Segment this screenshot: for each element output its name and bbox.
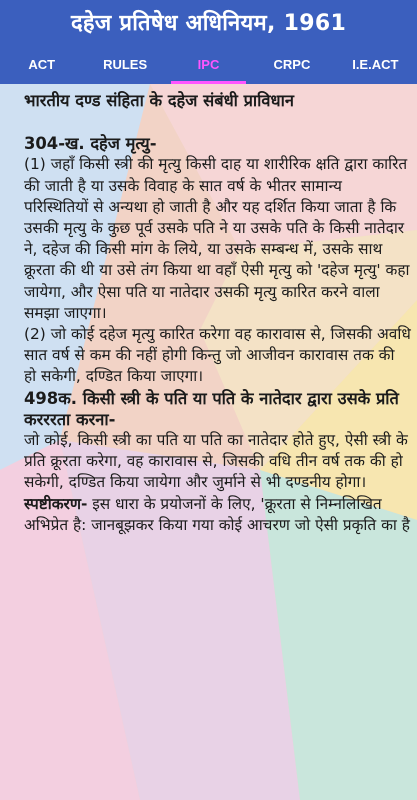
page-heading: भारतीय दण्ड संहिता के दहेज संबंधी प्राविधान — [24, 91, 294, 110]
tab-bar — [0, 44, 417, 84]
explanation-paragraph — [24, 494, 411, 536]
tab-ieact[interactable]: I.E.ACT — [352, 56, 399, 72]
explanation-label: स्पष्टीकरण- — [24, 494, 88, 513]
ipc-content[interactable] — [0, 84, 417, 800]
section-498a-para-1: जो कोई, किसी स्त्री का पति या पति का नातेदार होते हुए, ऐसी स्त्री के प्रति क्रूरता करेगा, वह कारावास से, जिसकी वधि तीन वर्ष तक की हो सकेगी, दण्डित किया जायेगा और जुर्माने से भी दण्डनीय होगा। — [24, 431, 408, 492]
app-title: दहेज प्रतिषेध अधिनियम, 1961 — [70, 11, 347, 36]
app-header — [0, 0, 417, 84]
section-304b-para-1: (1) जहाँ किसी स्त्री की मृत्यु किसी दाह या शारीरिक क्षति द्वारा कारित की जाती है या उसके विवाह के सात वर्ष के भीतर सामान्य परिस्थितियों से अन्यथा हो जाती है और यह दर्शित किया जाता है कि उसकी मृत्यु के कुछ पूर्व उसके पति ने या उसके पति के किसी नातेदार ने, दहेज की किसी मांग के लिये, या उसके सम्बन्ध में, उसके साथ क्रूरता की थी या उसे तंग किया था वहाँ ऐसी मृत्यु को 'दहेज मृत्यु' कहा जायेगा, और ऐसा पति या नातेदार उसकी मृत्यु कारित करने वाला समझा जाएगा। — [24, 155, 410, 322]
tab-act[interactable]: ACT — [28, 56, 56, 72]
tab-ipc[interactable]: IPC — [167, 44, 250, 84]
section-498a-title: 498क. किसी स्त्री के पति या पति के नातेदार द्वारा उसके प्रति करररता करना- — [24, 388, 399, 429]
tab-rules[interactable]: RULES — [103, 56, 148, 72]
tab-crpc[interactable]: CRPC — [273, 56, 311, 72]
explanation-text: इस धारा के प्रयोजनों के लिए, 'क्रूरता से निम्नलिखित अभिप्रेत है: जानबूझकर किया गया कोई आचरण जो ऐसी प्रकृति का है — [24, 494, 410, 534]
section-304b-title: 304-ख. दहेज मृत्यु- — [24, 134, 157, 154]
section-304b-para-2: (2) जो कोई दहेज मृत्यु कारित करेगा वह कारावास से, जिसकी अवधि सात वर्ष से कम की नहीं होगी किन्तु जो आजीवन कारावास तक की हो सकेगी, दण्डित किया जाएगा। — [24, 325, 411, 386]
